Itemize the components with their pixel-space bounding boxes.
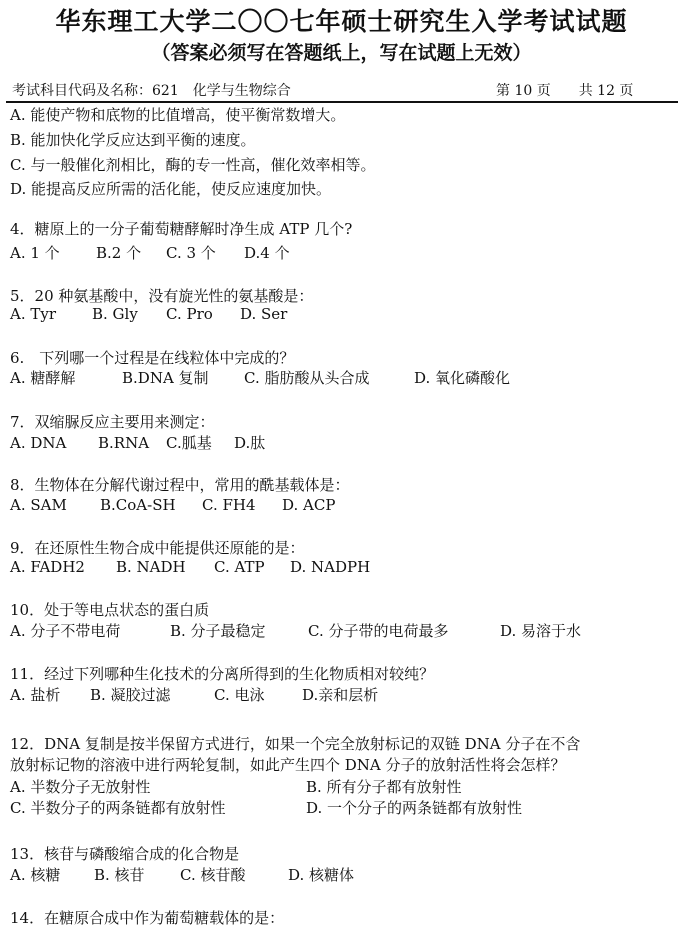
q11-option: C. 电泳	[214, 686, 265, 704]
page-indicator	[496, 80, 639, 100]
q9-option: D. NADPH	[290, 558, 371, 576]
page-total: 共 12 页	[578, 83, 634, 99]
header-rule	[6, 101, 678, 103]
q9-stem: 9．在还原性生物合成中能提供还原能的是：	[10, 539, 305, 557]
q12-option: C. 半数分子的两条链都有放射性	[10, 799, 226, 817]
q12-option: D. 一个分子的两条链都有放射性	[306, 799, 523, 817]
q12-options-row1	[10, 776, 462, 797]
q13-stem: 13．核苷与磷酸缩合成的化合物是	[10, 845, 240, 863]
q6-stem: 6. 下列哪一个过程是在线粒体中完成的？	[10, 349, 295, 367]
q7-options	[10, 432, 265, 453]
q7-option: D.肽	[234, 434, 266, 452]
q5-options	[10, 305, 287, 323]
q4-options	[10, 242, 290, 263]
q10-stem: 10．处于等电点状态的蛋白质	[10, 601, 210, 619]
q6-option: C. 脂肪酸从头合成	[244, 369, 370, 387]
q6-option: D. 氧化磷酸化	[414, 369, 511, 387]
q13-option: C. 核苷酸	[180, 866, 246, 884]
q10-option: D. 易溶于水	[500, 622, 582, 640]
q10-option: C. 分子带的电荷最多	[308, 622, 449, 640]
q8-options	[10, 496, 335, 514]
q8-stem: 8．生物体在分解代谢过程中，常用的酰基载体是：	[10, 476, 350, 494]
q8-option: D. ACP	[282, 496, 336, 514]
q9-option: C. ATP	[214, 558, 265, 576]
q7-option: C.胍基	[166, 434, 212, 452]
q4-option: D.4 个	[244, 244, 290, 262]
q9-option: B. NADH	[116, 558, 186, 576]
q12-stem-line1: 12．DNA 复制是按半保留方式进行，如果一个完全放射标记的双链 DNA 分子在不含	[10, 735, 581, 753]
q4-stem: 4．糖原上的一分子葡萄糖酵解时净生成 ATP 几个?	[10, 220, 353, 238]
q11-stem: 11．经过下列哪种生化技术的分离所得到的生化物质相对较纯？	[10, 665, 435, 683]
q6-option: B.DNA 复制	[122, 369, 209, 387]
q4-option: B.2 个	[96, 244, 142, 262]
q5-option: D. Ser	[240, 305, 288, 323]
q7-option: B.RNA	[98, 434, 150, 452]
subject-header: 考试科目代码及名称：621 化学与生物综合	[12, 83, 291, 99]
q8-option: A. SAM	[10, 496, 67, 514]
q9-option: A. FADH2	[10, 558, 85, 576]
q11-option: B. 凝胶过滤	[90, 686, 171, 704]
q6-options	[10, 367, 510, 388]
q12-stem-line2: 放射标记物的溶液中进行两轮复制，如此产生四个 DNA 分子的放射活性将会怎样？	[10, 756, 566, 774]
q10-option: A. 分子不带电荷	[10, 622, 121, 640]
exam-subtitle: （答案必须写在答题纸上，写在试题上无效）	[151, 42, 532, 64]
q11-options	[10, 684, 378, 705]
q5-stem: 5．20 种氨基酸中，没有旋光性的氨基酸是：	[10, 287, 314, 305]
q12-option: A. 半数分子无放射性	[10, 778, 151, 796]
q5-option: B. Gly	[92, 305, 138, 323]
q13-option: D. 核糖体	[288, 866, 355, 884]
q8-option: B.CoA-SH	[100, 496, 176, 514]
q12-option: B. 所有分子都有放射性	[306, 778, 462, 796]
q4-option: A. 1 个	[10, 244, 60, 262]
q14-stem: 14．在糖原合成中作为葡萄糖载体的是：	[10, 909, 285, 927]
q3-option-b: B. 能加快化学反应达到平衡的速度。	[10, 131, 256, 149]
page-number: 第 10 页	[496, 83, 551, 99]
q4-option: C. 3 个	[166, 244, 216, 262]
q10-options	[10, 620, 581, 641]
q12-options-row2	[10, 797, 522, 818]
q7-option: A. DNA	[10, 434, 67, 452]
q3-option-a: A. 能使产物和底物的比值增高，使平衡常数增大。	[10, 106, 346, 124]
q5-option: A. Tyr	[10, 305, 57, 323]
q13-options	[10, 864, 354, 885]
q13-option: B. 核苷	[94, 866, 145, 884]
q6-option: A. 糖酵解	[10, 369, 76, 387]
q3-option-d: D. 能提高反应所需的活化能，使反应速度加快。	[10, 180, 332, 198]
q9-options	[10, 558, 370, 576]
q8-option: C. FH4	[202, 496, 256, 514]
q11-option: A. 盐析	[10, 686, 61, 704]
q13-option: A. 核糖	[10, 866, 61, 884]
q11-option: D.亲和层析	[302, 686, 379, 704]
q3-option-c: C. 与一般催化剂相比，酶的专一性高，催化效率相等。	[10, 156, 376, 174]
q7-stem: 7．双缩脲反应主要用来测定：	[10, 413, 215, 431]
q5-option: C. Pro	[166, 305, 213, 323]
exam-title: 华东理工大学二〇〇七年硕士研究生入学考试试题	[55, 7, 628, 36]
q10-option: B. 分子最稳定	[170, 622, 266, 640]
